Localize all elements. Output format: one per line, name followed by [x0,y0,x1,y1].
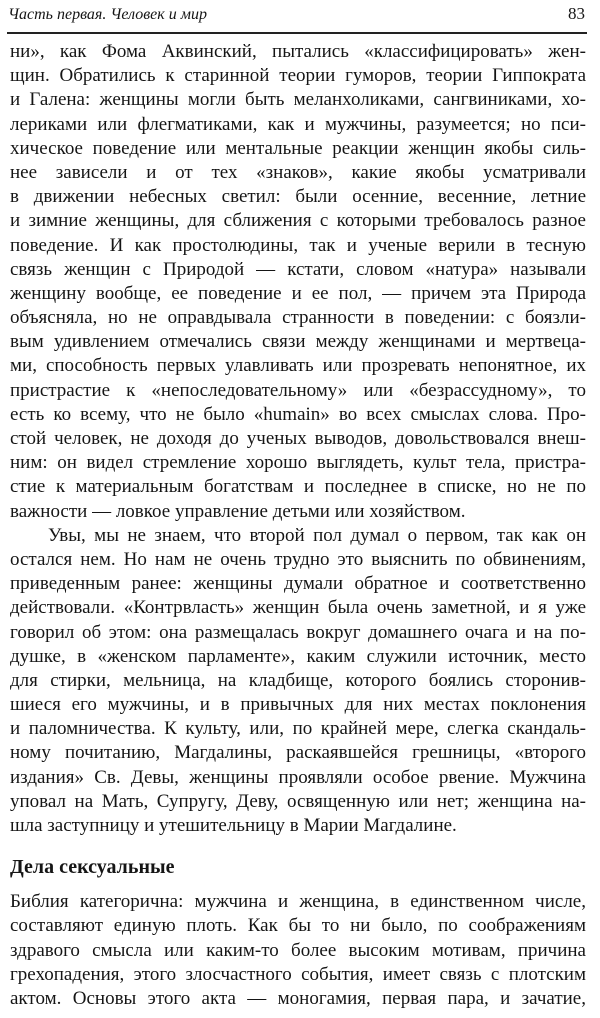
text-line: грехопадения, этого злосчастного события, имеет связь с плотским [10,963,586,985]
text-line: шла заступницу и утешительницу в Марии Магдалине. [10,815,457,836]
text-line: хическое поведение или ментальные реакции женщин якобы силь- [10,137,586,159]
text-line: пристрастие к «непоследовательному» или «безрассудному», то [10,379,586,401]
text-line: стие к материальным богатствам и последнее в списке, но не по [10,476,586,498]
text-line: действовали. «Контрвласть» женщин была очень заметной, и я уже [10,597,586,619]
page-number: 83 [568,4,585,23]
text-line: ми, способность первых улавливать или прозревать непонятное, их [10,355,586,377]
paragraph [10,40,586,524]
text-line: лериками или флегматиками, как и мужчины, разумеется; но пси- [10,113,586,135]
text-line: есть ко всему, что не было «humain» во всех смыслах слова. Про- [10,403,586,425]
text-line: Библия категорична: мужчина и женщина, в единственном числе, [10,891,586,913]
text-line: и Галена: женщины могли быть меланхоликами, сангвиниками, хо- [10,89,586,111]
text-line: нее зависели и от тех «знаков», какие якобы усматривали [10,161,586,183]
text-line: Увы, мы не знаем, что второй пол думал о первом, так как он [48,524,586,546]
section-heading: Дела сексуальные [10,856,175,879]
text-line: и паломничества. К культу, или, по крайней мере, слегка скандаль- [10,718,586,740]
text-line: щин. Обратились к старинной теории гуморов, теории Гиппократа [10,65,586,87]
text-line: связь женщин с Природой — кстати, словом «натура» называли [10,258,586,280]
text-line: актом. Основы этого акта — моногамия, первая пара, и зачатие, [10,987,586,1009]
text-line: поведение. И как простолюдины, так и ученые верили в тесную [10,234,586,256]
text-line: важности — ловкое управление детьми или хозяйством. [10,500,466,522]
text-line: для стирки, мельница, на кладбище, которого боялись сторонив- [10,669,586,691]
text-body [10,40,586,1011]
text-line: уповал на Мать, Супругу, Деву, освященную или нет; женщина на- [10,790,586,812]
text-line: в движении небесных светил: были осенние, весенние, летние [10,186,586,208]
text-line: говорил об этом: она размещалась вокруг домашнего очага и на по- [10,621,586,643]
text-line: душке, в «женском парламенте», каким служили источник, место [10,645,586,667]
text-line: остался нем. Но нам не очень трудно это выяснить по обвинениям, [10,548,586,570]
text-line: вым удивлением отмечались связи между женщинами и мертвеца- [10,331,586,353]
text-line: издания» Св. Девы, женщины проявляли особое рвение. Мужчина [10,766,586,788]
text-line: женщину вообще, ее поведение и ее пол, — причем эта Природа [10,282,586,304]
text-line: шиеся его мужчины, и в привычных для них местах поклонения [10,694,586,716]
text-line: и зимние женщины, для сближения с которыми требовалось разное [10,210,586,232]
text-line: стой человек, не доходя до ученых выводов, довольствовался внеш- [10,428,586,449]
text-line: здравого смысла или каким-то более высоким мотивам, причина [10,939,586,961]
text-line: составляют единую плоть. Как бы то ни было, по соображениям [10,915,586,937]
header-rule [7,32,587,34]
text-line: ни», как Фома Аквинский, пытались «классифицировать» жен- [10,41,586,62]
paragraph [10,890,586,1011]
text-line: объясняла, но не оправдывала странности в поведении: с боязли- [10,307,586,329]
paragraph [10,524,586,838]
running-title: Часть первая. Человек и мир [8,6,207,23]
text-line: ному почитанию, Магдалины, раскаявшейся грешницы, «второго [10,742,586,764]
text-line: приведенным ранее: женщины думали обратное и соответственно [10,573,586,595]
text-line: ним: он видел стремление хорошо выглядеть, культ тела, пристра- [10,452,586,474]
